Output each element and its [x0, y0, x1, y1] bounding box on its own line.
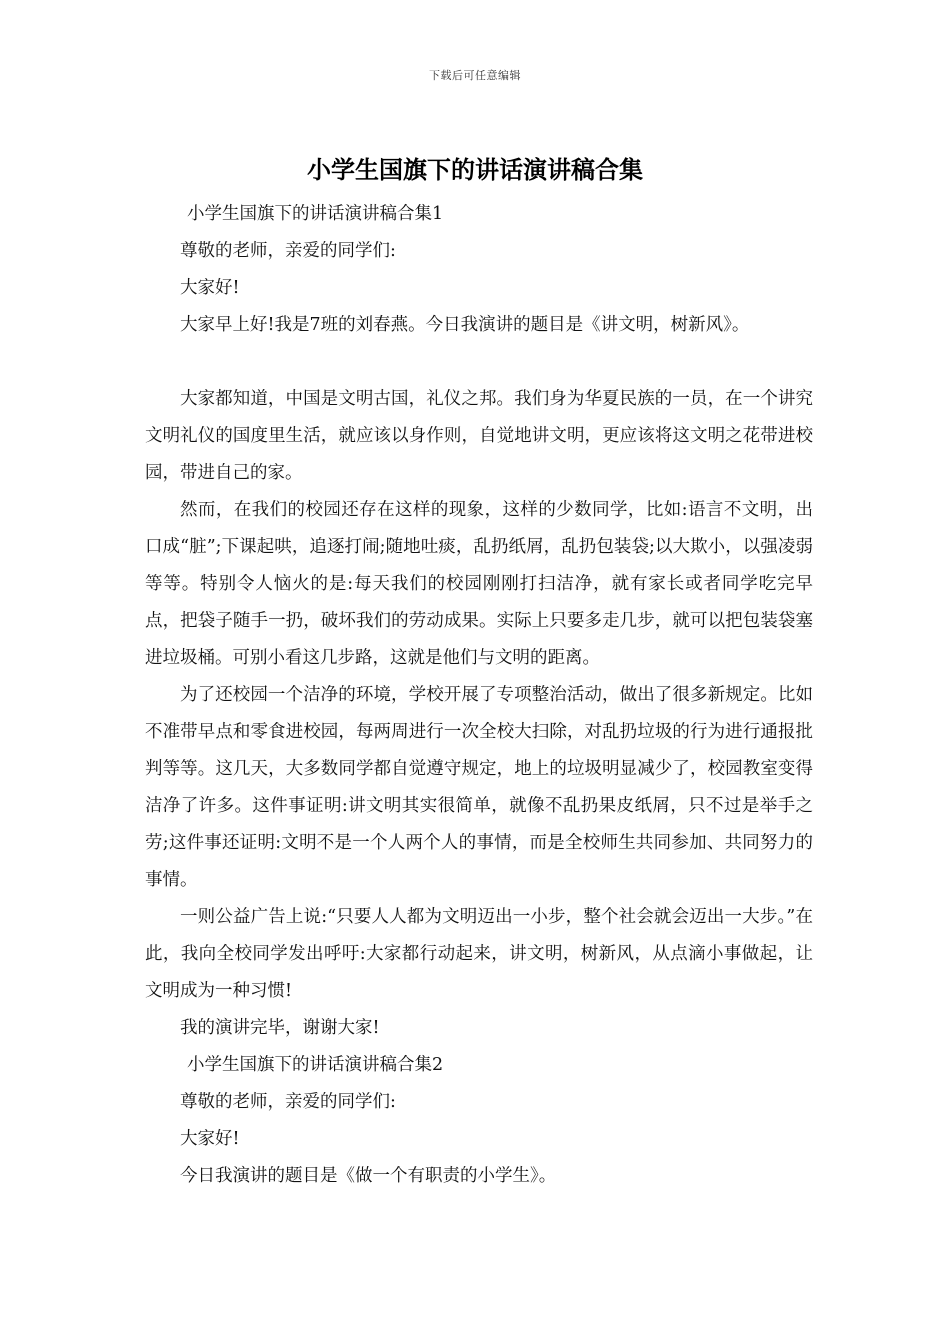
closing: 我的演讲完毕，谢谢大家! — [180, 1018, 380, 1038]
salutation: 尊敬的老师，亲爱的同学们: — [180, 241, 396, 261]
header-note: 下载后可任意编辑 — [429, 69, 521, 82]
document-title: 小学生国旗下的讲话演讲稿合集 — [307, 155, 643, 184]
salutation: 尊敬的老师，亲爱的同学们: — [180, 1092, 396, 1112]
paragraph: 大家都知道，中国是文明古国，礼仪之邦。我们身为华夏民族的一员，在一个讲究文明礼仪的国度里生活，就应该以身作则，自觉地讲文明，更应该将这文明之花带进校园，带进自己的家。 — [145, 389, 813, 483]
paragraph: 今日我演讲的题目是《做一个有职责的小学生》。 — [180, 1166, 557, 1186]
document-body — [145, 196, 813, 1195]
paragraph: 一则公益广告上说:“只要人人都为文明迈出一小步，整个社会就会迈出一大步。”在此，我向全校同学发出呼吁:大家都行动起来，讲文明，树新风，从点滴小事做起，让文明成为一种习惯! — [145, 907, 813, 1001]
paragraph: 然而，在我们的校园还存在这样的现象，这样的少数同学，比如:语言不文明，出口成“脏”;下课起哄，追逐打闹;随地吐痰，乱扔纸屑，乱扔包装袋;以大欺小，以强凌弱等等。特别令人恼火的是:每天我们的校园刚刚打扫洁净，就有家长或者同学吃完早点，把袋子随手一扔，破坏我们的劳动成果。实际上只要多走几步，就可以把包装袋塞进垃圾桶。可别小看这几步路，这就是他们与文明的距离。 — [145, 500, 813, 668]
greeting: 大家好! — [180, 1129, 240, 1149]
greeting: 大家好! — [180, 278, 240, 298]
section-heading: 小学生国旗下的讲话演讲稿合集2 — [187, 1055, 444, 1075]
paragraph: 为了还校园一个洁净的环境，学校开展了专项整治活动，做出了很多新规定。比如不准带早点和零食进校园，每两周进行一次全校大扫除，对乱扔垃圾的行为进行通报批判等等。这几天，大多数同学都自觉遵守规定，地上的垃圾明显减少了，校园教室变得洁净了许多。这件事证明:讲文明其实很简单，就像不乱扔果皮纸屑，只不过是举手之劳;这件事还证明:文明不是一个人两个人的事情，而是全校师生共同参加、共同努力的事情。 — [145, 685, 813, 890]
paragraph: 大家早上好!我是7班的刘春燕。今日我演讲的题目是《讲文明，树新风》。 — [180, 315, 750, 335]
section-heading: 小学生国旗下的讲话演讲稿合集1 — [187, 204, 444, 224]
